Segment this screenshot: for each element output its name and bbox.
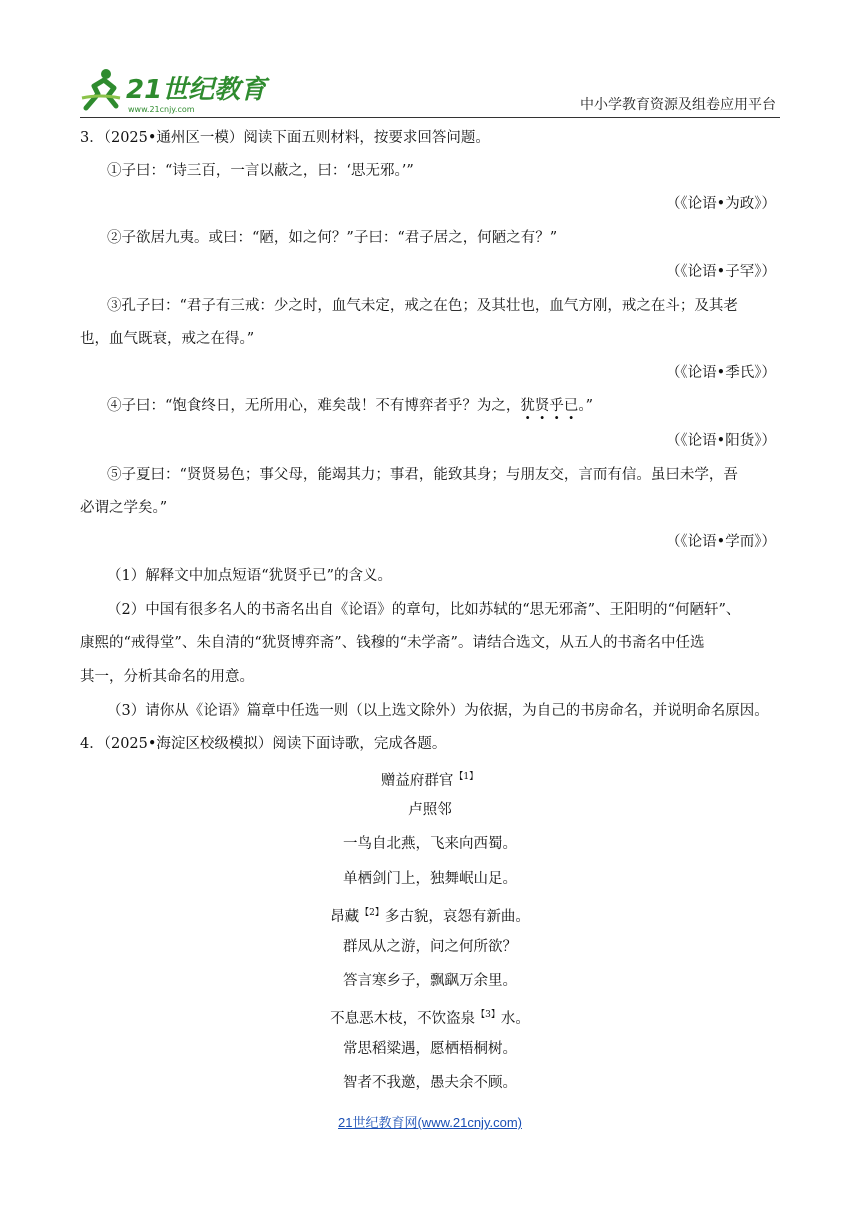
logo-url: www.21cnjy.com [128, 105, 195, 114]
platform-title: 中小学教育资源及组卷应用平台 [580, 97, 776, 113]
material-3-line-1: ③孔子曰：“君子有三戒：少之时，血气未定，戒之在色；及其壮也，血气方刚，戒之在斗；及其老 [107, 298, 738, 314]
footnote-marker: 【3】 [476, 1010, 500, 1020]
poem-author: 卢照邻 [408, 802, 452, 818]
sub-question-2-line-2: 康熙的“戒得堂”、朱自清的“犹贤博弈斋”、钱穆的“未学斋”。请结合选文，从五人的书斋名中任选 [80, 635, 705, 651]
poem-line: 答言寒乡子，飘飖万余里。 [343, 973, 517, 989]
material-4-source: （《论语•阳货》） [665, 433, 776, 449]
footnote-marker: 【2】 [360, 908, 384, 918]
poem-line: 一鸟自北燕，飞来向西蜀。 [343, 836, 517, 852]
poem-line: 群凤从之游，问之何所欲？ [343, 939, 517, 955]
material-3-source: （《论语•季氏》） [665, 365, 776, 381]
poem-title-text: 赠益府群官 [380, 772, 454, 789]
poem-title [0, 767, 860, 791]
brand-logo [80, 68, 267, 116]
material-2: ②子欲居九夷。或曰：“陋，如之何？”子曰：“君子居之，何陋之有？” [107, 230, 558, 246]
poem-line: 常思稻粱遇，愿栖梧桐树。 [343, 1041, 517, 1057]
material-1: ①子曰：“诗三百，一言以蔽之，曰：‘思无邪。’” [107, 163, 414, 179]
poem-line [0, 903, 860, 927]
material-4-text: ④子曰：“饱食终日，无所用心，难矣哉！不有博弈者乎？为之， [107, 398, 521, 414]
material-4-tail: 。” [578, 398, 594, 414]
material-2-source: （《论语•子罕》） [665, 264, 776, 280]
sub-question-1: （1）解释文中加点短语“犹贤乎已”的含义。 [107, 568, 393, 584]
sub-question-3: （3）请你从《论语》篇章中任选一则（以上选文除外）为依据，为自己的书房命名，并说明命名原因。 [107, 703, 769, 719]
material-3-line-2: 也，血气既衰，戒之在得。” [80, 331, 255, 347]
poem-line-text: 不息恶木枝，不饮盗泉 [330, 1010, 476, 1027]
footnote-marker: 【1】 [454, 772, 479, 782]
dotted-char: 已 [563, 398, 579, 414]
poem-line: 单栖剑门上，独舞岷山足。 [343, 871, 517, 887]
logo-text: 21世纪教育 [126, 75, 267, 105]
material-5-line-1: ⑤子夏曰：“贤贤易色；事父母，能竭其力；事君，能致其身；与朋友交，言而有信。虽曰未学，吾 [107, 467, 738, 483]
q4-heading: 4．（2025•海淀区校级模拟）阅读下面诗歌，完成各题。 [80, 736, 447, 752]
dotted-char: 贤 [534, 398, 550, 414]
sub-question-2-line-1: （2）中国有很多名人的书斋名出自《论语》的章句，比如苏轼的“思无邪斋”、王阳明的“何陋轩”、 [107, 602, 741, 618]
dotted-char: 犹 [520, 398, 535, 414]
poem-line-text: 昂藏 [330, 908, 360, 925]
poem-line-text: 水。 [500, 1010, 530, 1027]
material-5-source: （《论语•学而》） [665, 534, 776, 550]
material-1-source: （《论语•为政》） [665, 196, 776, 212]
poem-line-text: 多古貌，哀怨有新曲。 [384, 908, 530, 925]
material-4 [107, 396, 593, 416]
footer-link[interactable]: 21世纪教育网(www.21cnjy.com) [338, 1115, 522, 1130]
dotted-char: 乎 [549, 398, 564, 414]
poem-line [0, 1005, 860, 1029]
q3-heading: 3．（2025•通州区一模）阅读下面五则材料，按要求回答问题。 [80, 130, 490, 146]
runner-icon [86, 80, 116, 108]
sub-question-2-line-3: 其一，分析其命名的用意。 [80, 669, 254, 685]
header-divider [80, 117, 780, 118]
poem-line: 智者不我邀，愚夫余不顾。 [343, 1075, 517, 1091]
material-5-line-2: 必谓之学矣。” [80, 500, 168, 516]
